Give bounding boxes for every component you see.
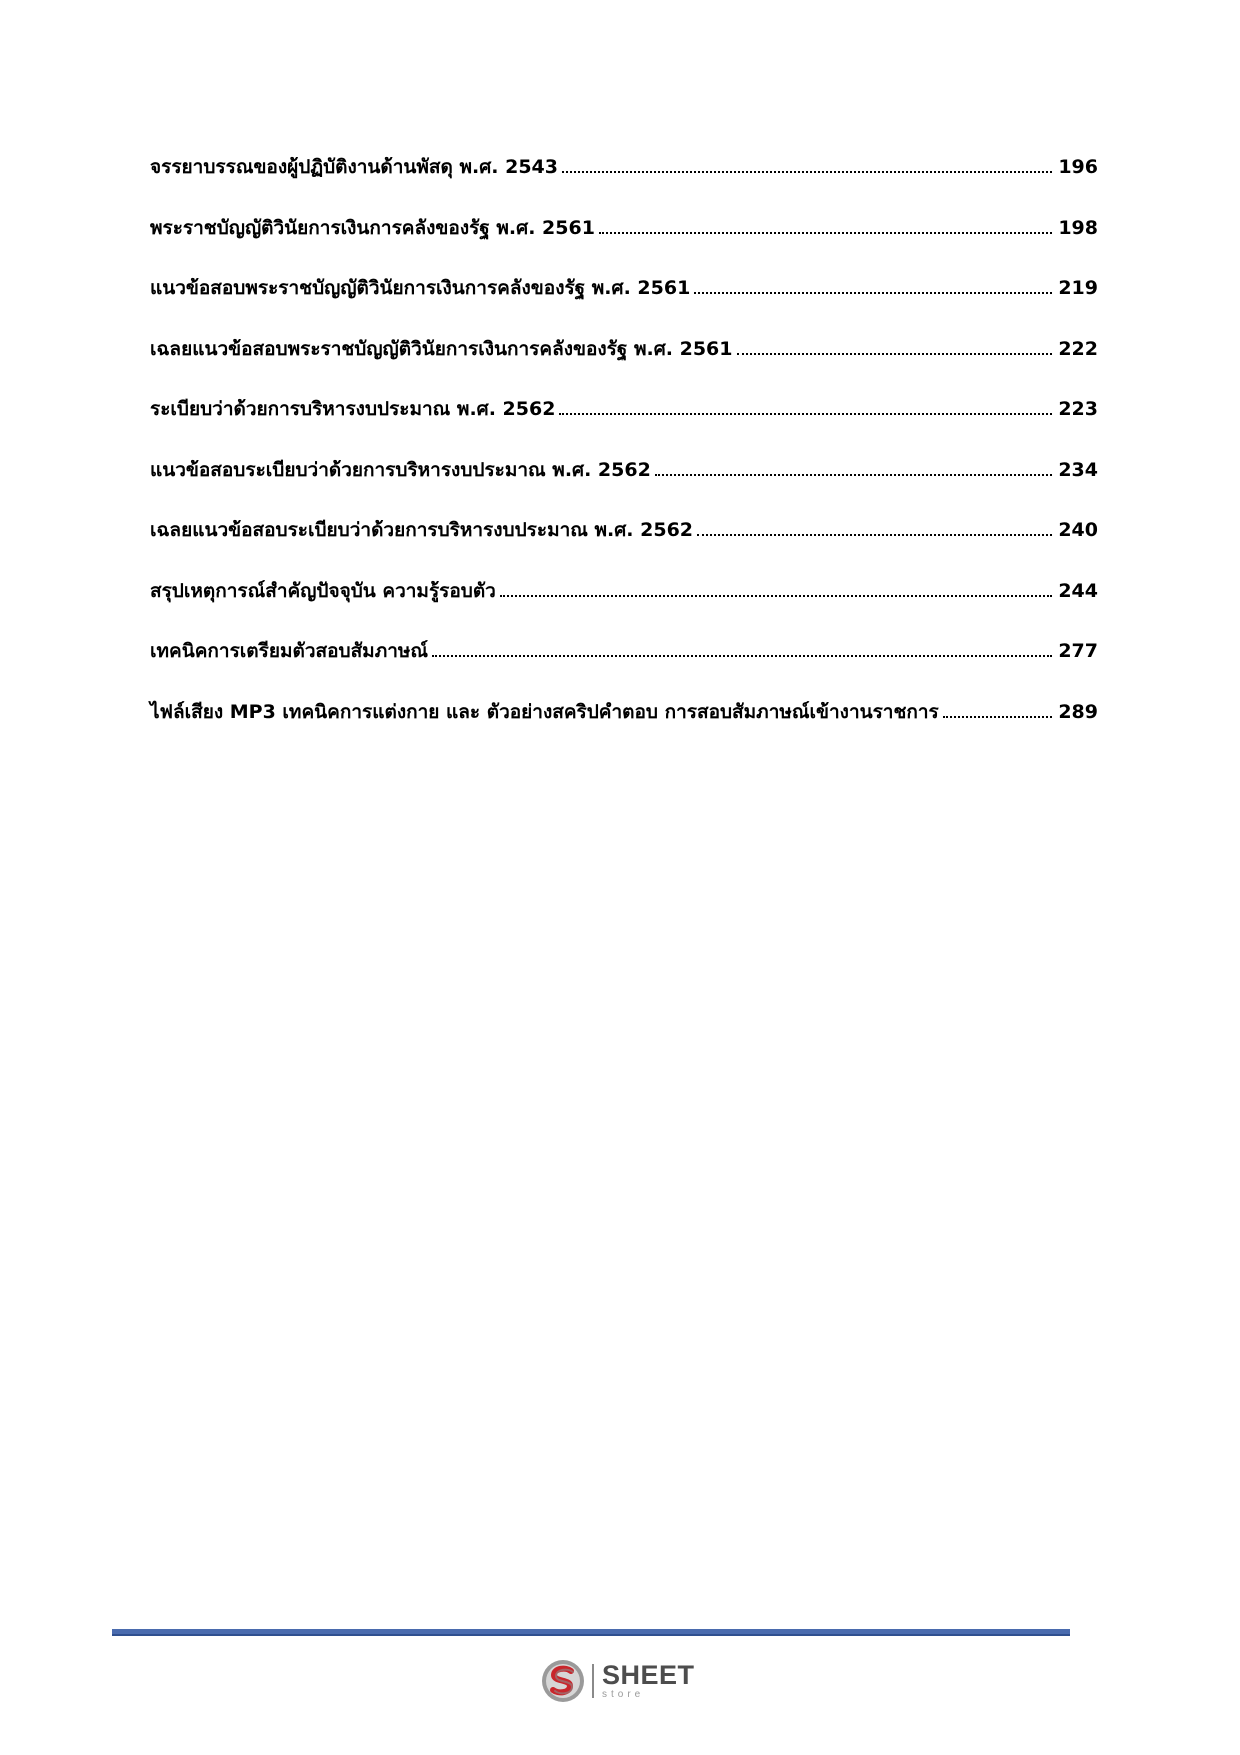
toc-entry-page: 196 <box>1058 156 1098 178</box>
toc-dot-leader <box>694 292 1052 294</box>
toc-entry[interactable] <box>150 394 1098 455</box>
toc-dot-leader <box>737 353 1053 355</box>
toc-entry-page: 219 <box>1058 277 1098 299</box>
toc-entry-title: จรรยาบรรณของผู้ปฏิบัติงานด้านพัสดุ พ.ศ. 2543 <box>150 156 558 178</box>
toc-dot-leader <box>943 716 1053 718</box>
toc-entry[interactable] <box>150 576 1098 637</box>
toc-entry-page: 277 <box>1058 640 1098 662</box>
sheet-store-s-logo-icon <box>540 1658 586 1704</box>
toc-entry[interactable] <box>150 273 1098 334</box>
toc-entry[interactable] <box>150 515 1098 576</box>
toc-entry[interactable] <box>150 152 1098 213</box>
toc-entry-page: 244 <box>1058 579 1098 602</box>
toc-entry-title: แนวข้อสอบพระราชบัญญัติวินัยการเงินการคลังของรัฐ พ.ศ. 2561 <box>150 277 691 299</box>
toc-dot-leader <box>697 534 1052 536</box>
toc-entry-title: ระเบียบว่าด้วยการบริหารงบประมาณ พ.ศ. 2562 <box>150 398 556 420</box>
toc-entry[interactable] <box>150 455 1098 516</box>
toc-entry-title: พระราชบัญญัติวินัยการเงินการคลังของรัฐ พ.ศ. 2561 <box>150 216 595 239</box>
toc-entry-page: 240 <box>1058 519 1098 541</box>
logo-separator <box>592 1664 594 1698</box>
toc-entry-title: ไฟล์เสียง MP3 เทคนิคการแต่งกาย และ ตัวอย่างสคริปคำตอบ การสอบสัมภาษณ์เข้างานราชการ <box>150 700 939 723</box>
toc-entry[interactable] <box>150 334 1098 395</box>
toc-entry-page: 223 <box>1058 398 1098 420</box>
toc-entry-title: แนวข้อสอบระเบียบว่าด้วยการบริหารงบประมาณ พ.ศ. 2562 <box>150 458 651 481</box>
table-of-contents <box>150 152 1098 757</box>
toc-dot-leader <box>562 171 1052 173</box>
footer-brand-logo <box>540 1657 695 1705</box>
toc-entry[interactable] <box>150 697 1098 758</box>
logo-wordmark <box>602 1662 695 1700</box>
toc-entry-title: เทคนิคการเตรียมตัวสอบสัมภาษณ์ <box>150 640 429 662</box>
logo-brand-subtitle: store <box>602 1689 645 1700</box>
toc-entry[interactable] <box>150 636 1098 697</box>
toc-entry-title: สรุปเหตุการณ์สำคัญปัจจุบัน ความรู้รอบตัว <box>150 579 496 602</box>
toc-entry-title: เฉลยแนวข้อสอบระเบียบว่าด้วยการบริหารงบประมาณ พ.ศ. 2562 <box>150 519 694 541</box>
footer-divider <box>112 1629 1070 1636</box>
toc-dot-leader <box>655 474 1053 476</box>
toc-dot-leader <box>432 655 1052 657</box>
toc-dot-leader <box>599 232 1052 234</box>
toc-entry[interactable] <box>150 213 1098 274</box>
toc-dot-leader <box>559 413 1052 415</box>
toc-entry-page: 222 <box>1058 337 1098 360</box>
toc-entry-page: 234 <box>1058 458 1098 481</box>
toc-entry-page: 289 <box>1058 700 1098 723</box>
logo-brand-name: SHEET <box>602 1660 695 1690</box>
toc-entry-page: 198 <box>1058 216 1098 239</box>
toc-dot-leader <box>500 595 1052 597</box>
toc-entry-title: เฉลยแนวข้อสอบพระราชบัญญัติวินัยการเงินการคลังของรัฐ พ.ศ. 2561 <box>150 337 733 360</box>
